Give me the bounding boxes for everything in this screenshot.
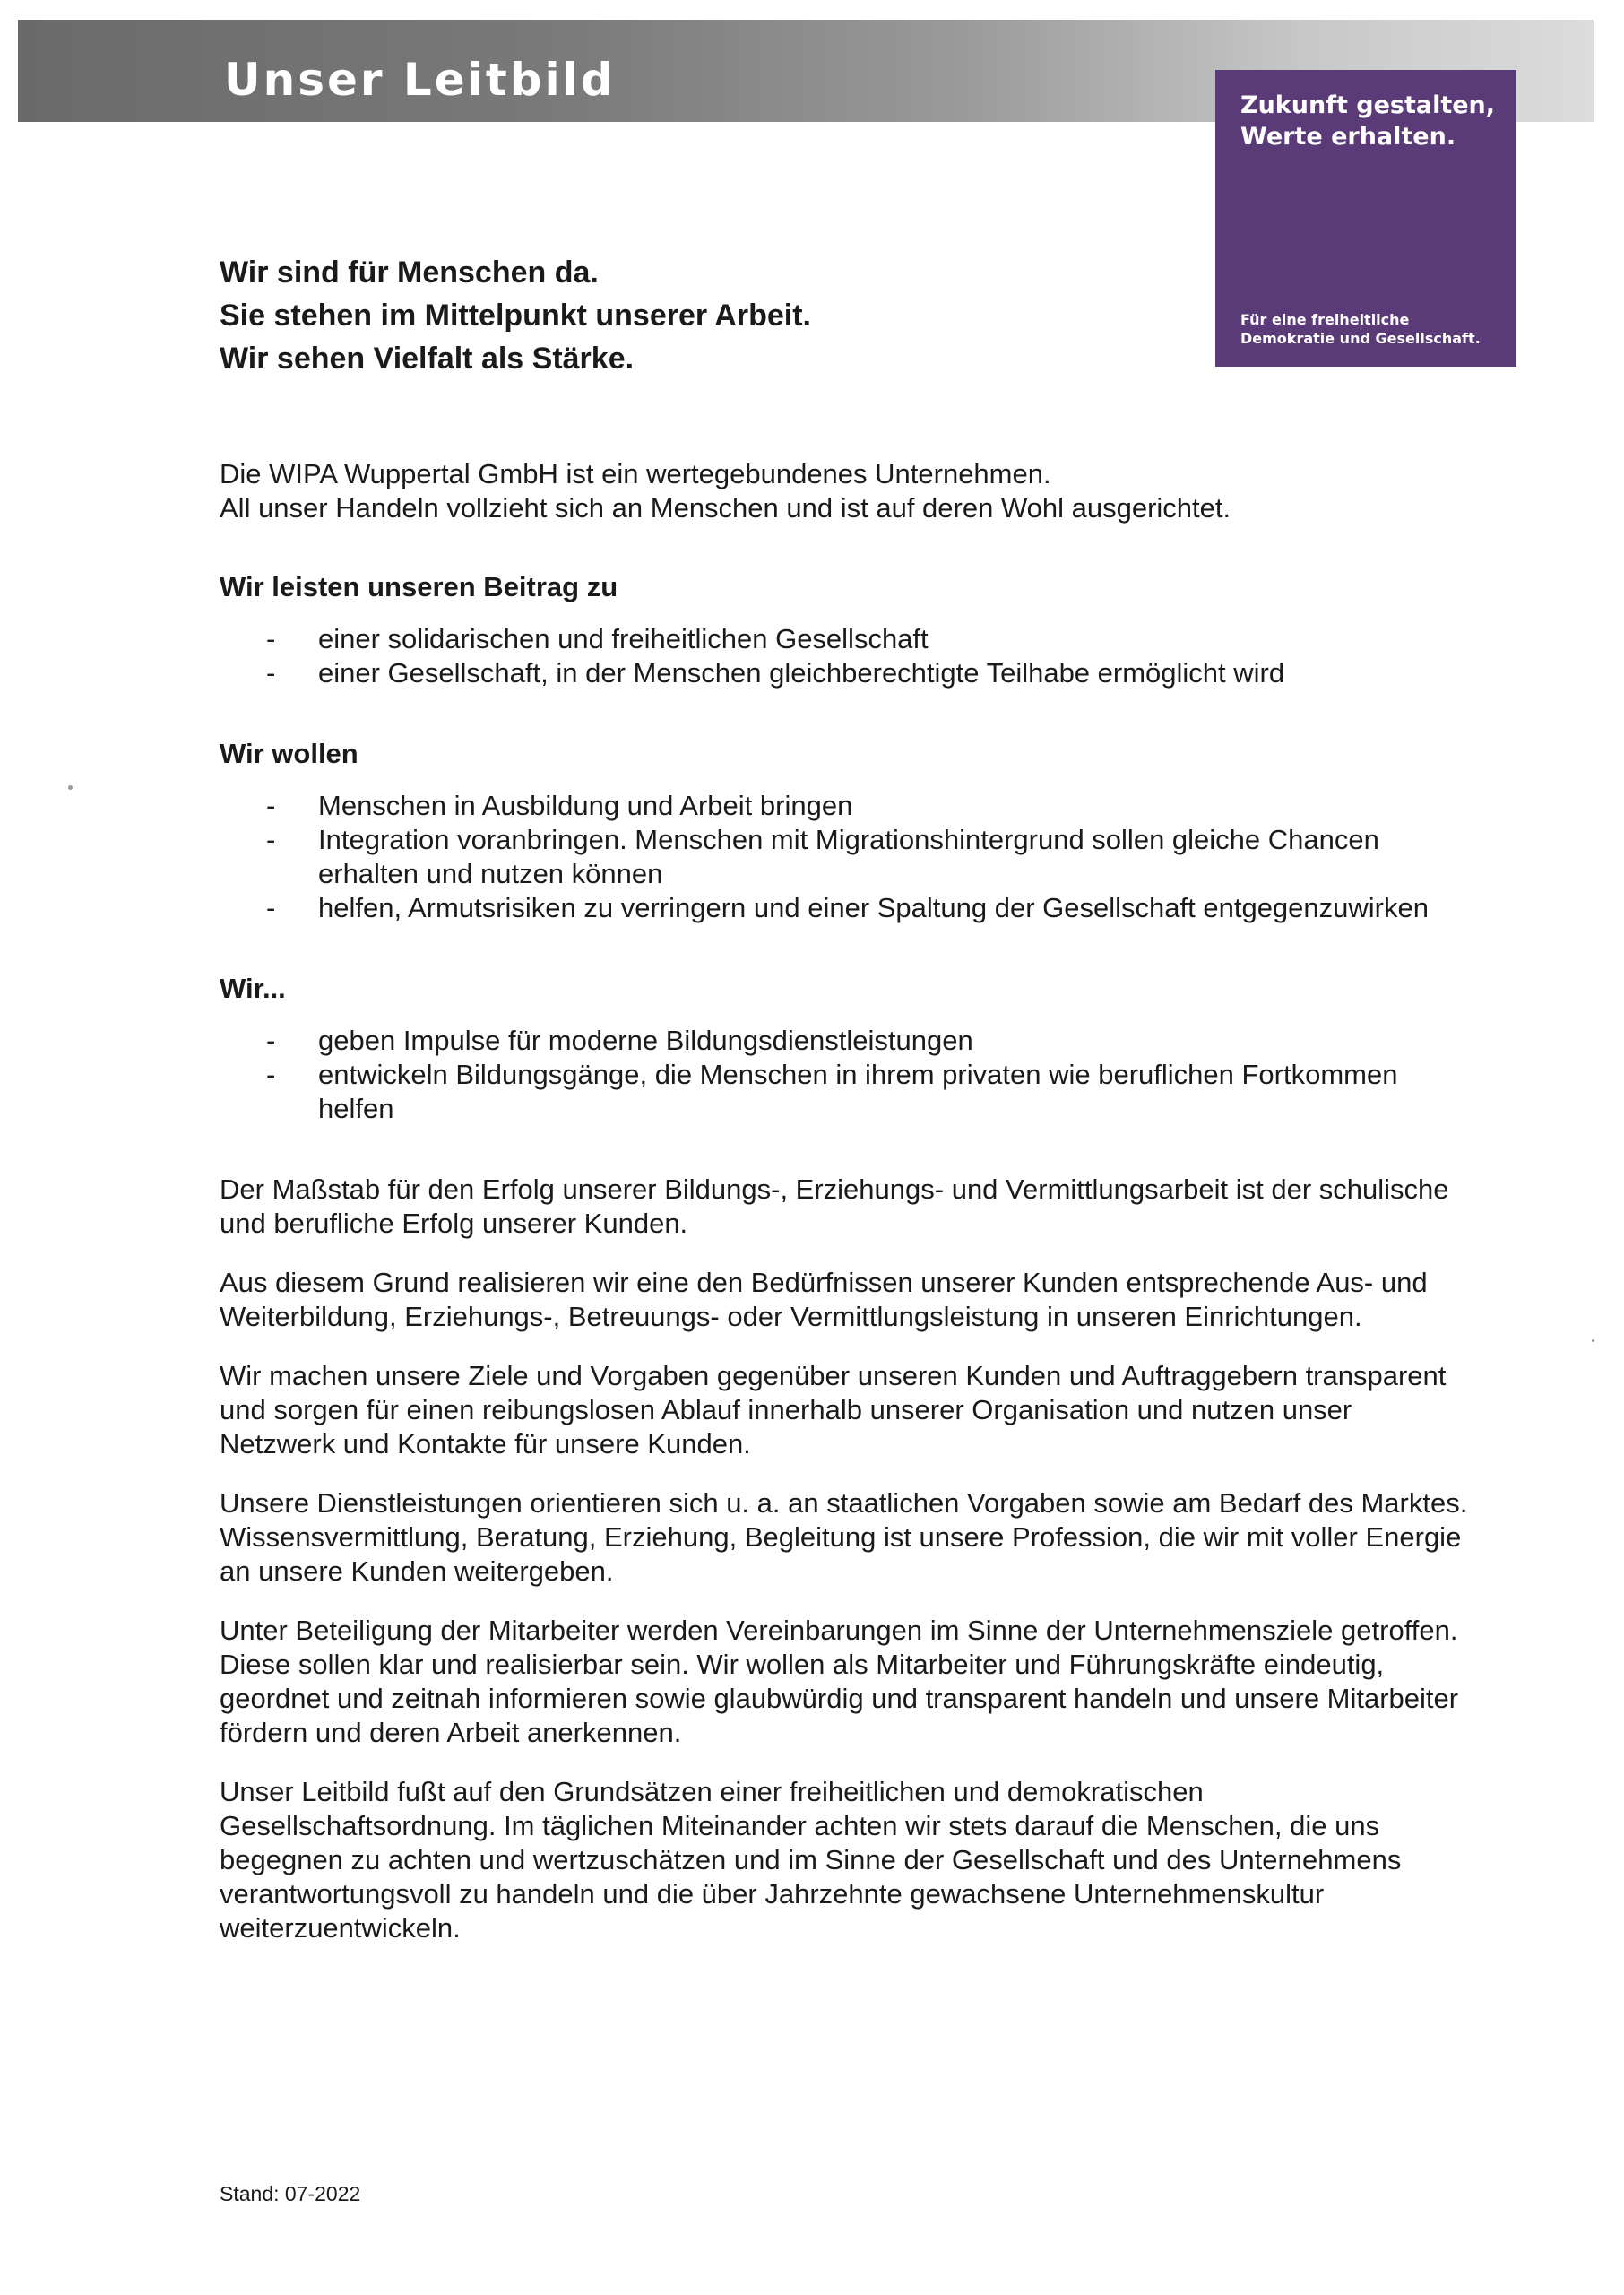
scan-speck	[1592, 1339, 1594, 1342]
list-item: - helfen, Armutsrisiken zu verringern und einer Spaltung der Gesellschaft entgegenzuwirken	[220, 891, 1474, 925]
list-item: - Menschen in Ausbildung und Arbeit bringen	[220, 789, 1474, 823]
dash-list	[220, 622, 1474, 690]
list-item: - entwickeln Bildungsgänge, die Menschen in ihrem privaten wie beruflichen Fortkommen helfen	[220, 1058, 1474, 1126]
motto-main-line: Werte erhalten.	[1240, 123, 1456, 151]
scan-speck	[68, 785, 73, 790]
status-date: Stand: 07-2022	[220, 2182, 361, 2205]
body-paragraph: Wir machen unsere Ziele und Vorgaben gegenüber unseren Kunden und Auftraggebern transparent und sorgen für einen reibungslosen Ablauf innerhalb unserer Organisation und nutzen unser Netzwerk und Kontakte für unsere Kunden.	[220, 1360, 1447, 1459]
headline-line: Wir sehen Vielfalt als Stärke.	[220, 342, 635, 376]
list-item: - geben Impulse für moderne Bildungsdienstleistungen	[220, 1024, 1474, 1058]
section-heading: Wir leisten unseren Beitrag zu	[220, 571, 618, 602]
motto-sub-line: Für eine freiheitliche	[1240, 311, 1410, 328]
headline-line: Wir sind für Menschen da.	[220, 255, 599, 290]
dash-list	[220, 1024, 1474, 1126]
page-title: Unser Leitbild	[224, 54, 616, 106]
intro-paragraph	[220, 457, 1474, 525]
motto-box	[1215, 70, 1516, 367]
headline-line: Sie stehen im Mittelpunkt unserer Arbeit.	[220, 299, 811, 333]
motto-main	[1240, 90, 1495, 152]
motto-sub	[1240, 310, 1481, 348]
headline	[220, 251, 811, 380]
document-body	[220, 457, 1474, 1970]
motto-sub-line: Demokratie und Gesellschaft.	[1240, 330, 1481, 347]
list-item: - einer Gesellschaft, in der Menschen gleichberechtigte Teilhabe ermöglicht wird	[220, 656, 1474, 690]
dash-list	[220, 789, 1474, 925]
intro-line: All unser Handeln vollzieht sich an Menschen und ist auf deren Wohl ausgerichtet.	[220, 492, 1231, 524]
body-paragraph: Aus diesem Grund realisieren wir eine den Bedürfnissen unserer Kunden entsprechende Aus- und Weiterbildung, Erziehungs-, Betreuungs- oder Vermittlungsleistung in unseren Einrichtungen.	[220, 1267, 1428, 1332]
list-item: - Integration voranbringen. Menschen mit Migrationshintergrund sollen gleiche Chancen erhalten und nutzen können	[220, 823, 1474, 891]
body-paragraph: Unser Leitbild fußt auf den Grundsätzen einer freiheitlichen und demokratischen Gesellschaftsordnung. Im täglichen Miteinander achten wir stets darauf die Menschen, die uns begegnen zu achten und wertzuschätzen und im Sinne der Gesellschaft und des Unternehmens verantwortungsvoll zu handeln und die über Jahrzehnte gewachsene Unternehmenskultur weiterzuentwickeln.	[220, 1776, 1402, 1944]
motto-main-line: Zukunft gestalten,	[1240, 91, 1496, 119]
body-paragraph: Unter Beteiligung der Mitarbeiter werden Vereinbarungen im Sinne der Unternehmensziele getroffen. Diese sollen klar und realisierbar sein. Wir wollen als Mitarbeiter und Führungskräfte eindeutig, geordnet und zeitnah informieren sowie glaubwürdig und transparent handeln und unsere Mitarbeiter fördern und deren Arbeit anerkennen.	[220, 1615, 1459, 1748]
body-paragraph: Unsere Dienstleistungen orientieren sich u. a. an staatlichen Vorgaben sowie am Bedarf des Marktes. Wissensvermittlung, Beratung, Erziehung, Begleitung ist unsere Profession, die wir mit voller Energie an unsere Kunden weitergeben.	[220, 1487, 1468, 1587]
section-heading: Wir wollen	[220, 738, 358, 769]
section-heading: Wir...	[220, 973, 286, 1004]
intro-line: Die WIPA Wuppertal GmbH ist ein wertegebundenes Unternehmen.	[220, 458, 1051, 489]
list-item: - einer solidarischen und freiheitlichen Gesellschaft	[220, 622, 1474, 656]
body-paragraph: Der Maßstab für den Erfolg unserer Bildungs-, Erziehungs- und Vermittlungsarbeit ist der schulische und berufliche Erfolg unserer Kunden.	[220, 1173, 1449, 1239]
